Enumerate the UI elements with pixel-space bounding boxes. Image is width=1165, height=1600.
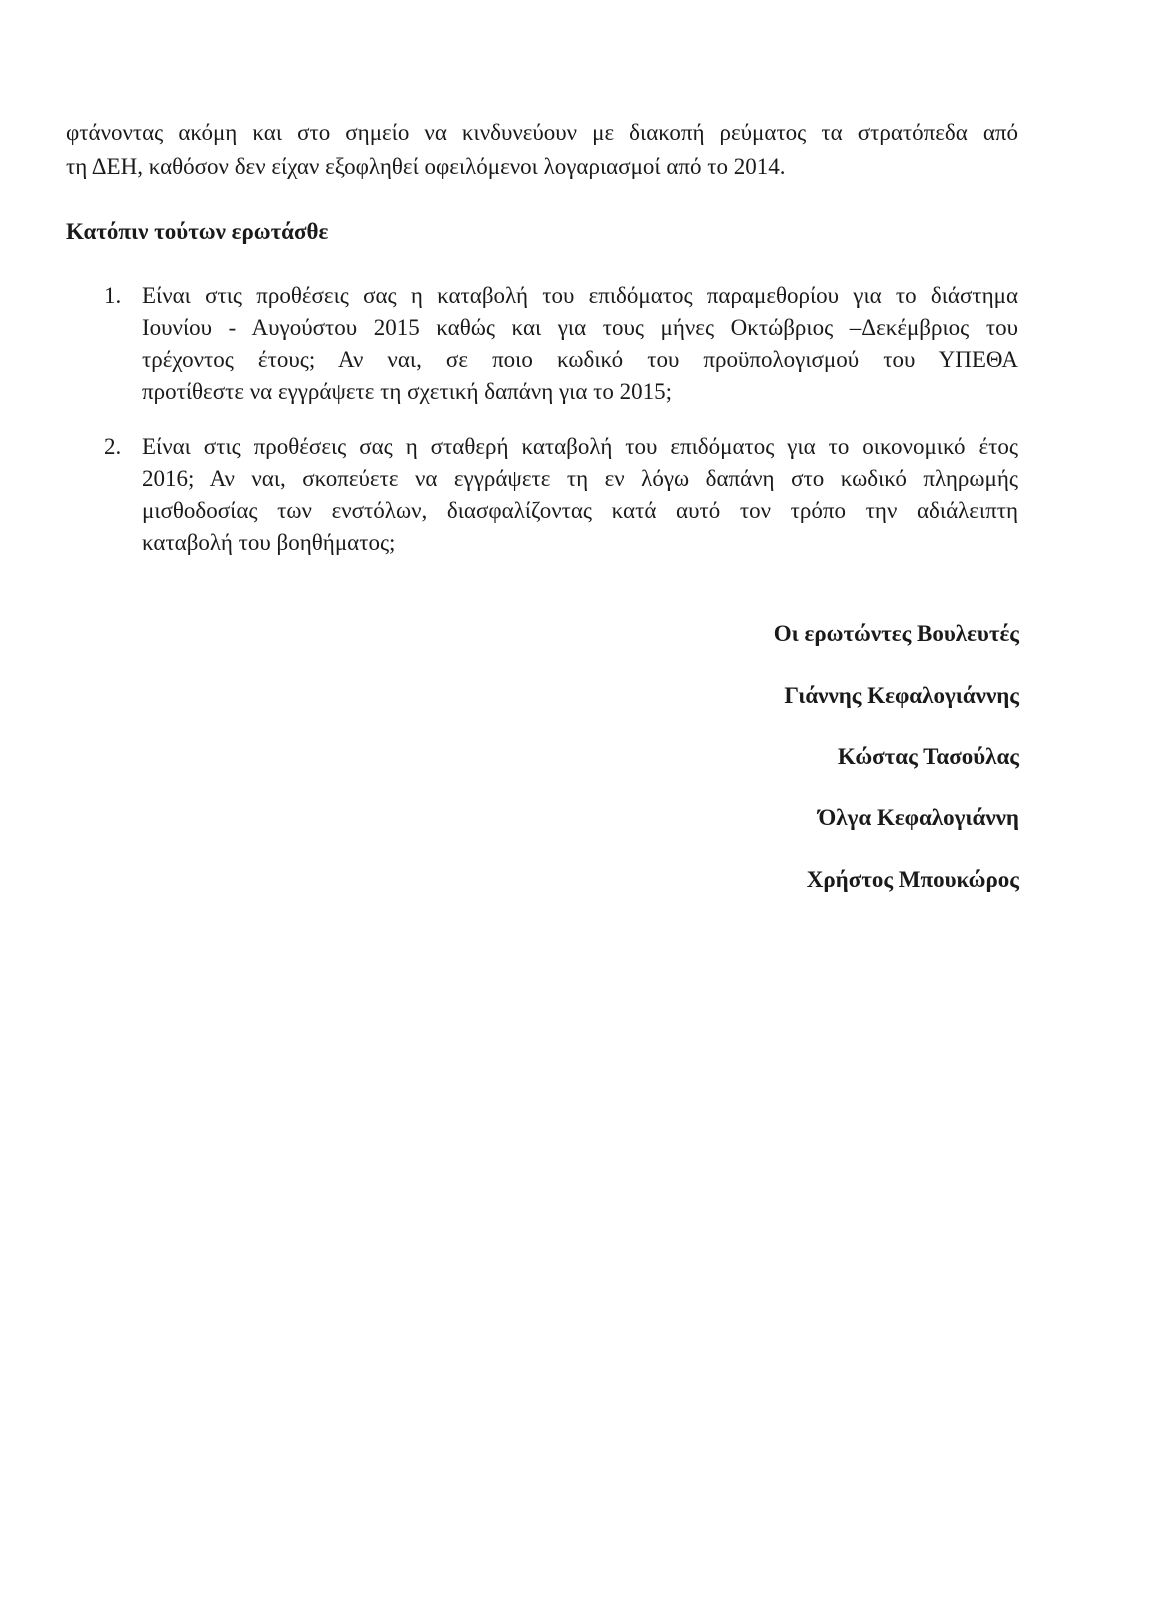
question-2-number: 2. <box>104 434 122 459</box>
question-2-line-4: καταβολή του βοηθήματος; <box>142 530 396 555</box>
section-heading: Κατόπιν τούτων ερωτάσθε <box>66 219 329 244</box>
intro-line-2: τη ΔΕΗ, καθόσον δεν είχαν εξοφληθεί οφειλόμενοι λογαριασμοί από το 2014. <box>66 154 786 179</box>
question-1-number: 1. <box>104 283 122 308</box>
question-1-line-3: τρέχοντος έτους; Αν ναι, σε ποιο κωδικό του προϋπολογισμού του ΥΠΕΘΑ <box>142 347 1018 372</box>
signature-title: Οι ερωτώντες Βουλευτές <box>773 621 1019 646</box>
question-2-line-3: μισθοδοσίας των ενστόλων, διασφαλίζοντας κατά αυτό τον τρόπο την αδιάλειπτη <box>142 498 1018 523</box>
question-1-line-2: Ιουνίου - Αυγούστου 2015 καθώς και για τους μήνες Οκτώβριος –Δεκέμβριος του <box>142 315 1018 340</box>
question-1-line-1: Είναι στις προθέσεις σας η καταβολή του επιδόματος παραμεθορίου για το διάστημα <box>142 283 1018 308</box>
signature-name-3: Όλγα Κεφαλογιάννη <box>818 805 1019 830</box>
question-1-line-4: προτίθεστε να εγγράψετε τη σχετική δαπάνη για το 2015; <box>142 379 673 404</box>
question-2-line-1: Είναι στις προθέσεις σας η σταθερή καταβολή του επιδόματος για το οικονομικό έτος <box>142 434 1018 459</box>
signature-name-1: Γιάννης Κεφαλογιάννης <box>784 683 1019 708</box>
signature-name-4: Χρήστος Μπουκώρος <box>806 867 1019 892</box>
question-2-line-2: 2016; Αν ναι, σκοπεύετε να εγγράψετε τη εν λόγω δαπάνη στο κωδικό πληρωμής <box>142 466 1018 491</box>
signature-name-2: Κώστας Τασούλας <box>837 744 1019 769</box>
intro-line-1: φτάνοντας ακόμη και στο σημείο να κινδυνεύουν με διακοπή ρεύματος τα στρατόπεδα από <box>66 120 1018 145</box>
